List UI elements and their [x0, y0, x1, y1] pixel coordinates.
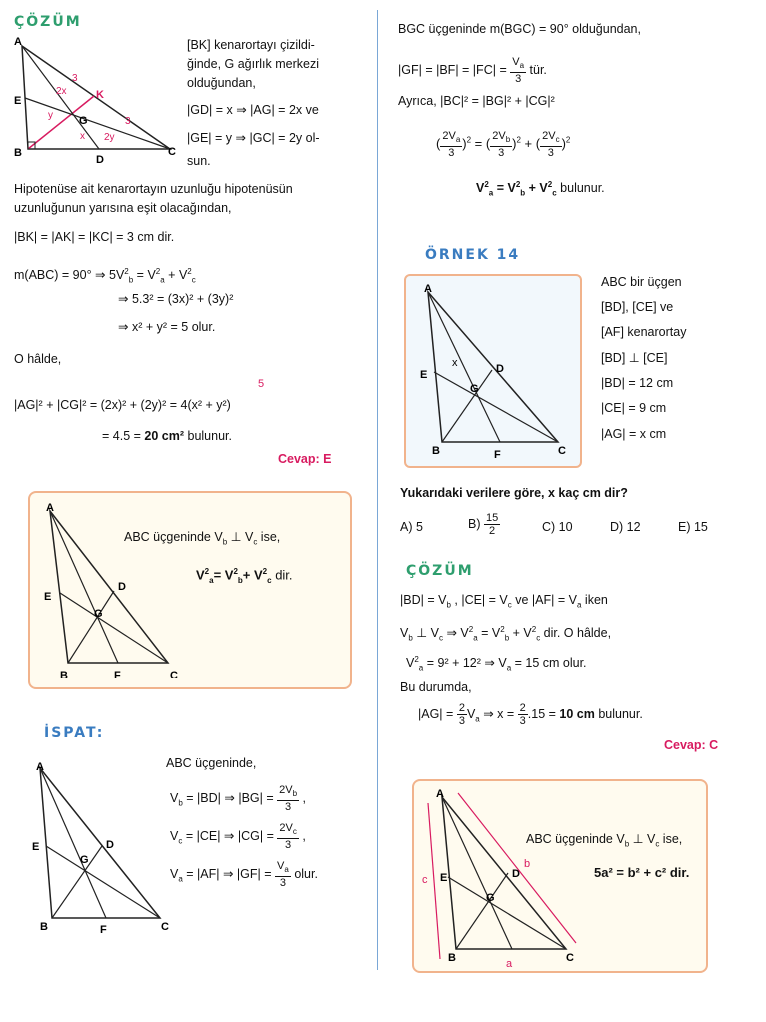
ornek-line-7: |AG| = x cm — [601, 427, 667, 441]
bulunur-line: $V^2_a = V^2_b + V^2_c$ bulunur. — [476, 180, 605, 198]
ag-equation: |AG|² + |CG|² = (2x)² + (2y)² = 4(x² + y²) — [14, 398, 231, 412]
svg-text:K: K — [96, 89, 104, 101]
bk-line-3: olduğundan, — [187, 76, 256, 90]
option-c[interactable]: C) 10 — [542, 520, 573, 534]
equation-x2y2: ⇒ x² + y² = 5 olur. — [118, 320, 216, 334]
ornek-line-3: [AF] kenarortay — [601, 325, 687, 339]
gf-line: |GF| = |BF| = |FC| = $\frac{V_a}{3}$ tür. — [398, 56, 547, 86]
ornek-heading: ÖRNEK 14 — [425, 247, 521, 263]
bk-line-1: [BK] kenarortayı çizildi- — [187, 38, 315, 52]
svg-text:E: E — [440, 872, 448, 884]
svg-text:2x: 2x — [56, 86, 67, 97]
example-triangle — [412, 282, 577, 462]
ge-line: |GE| = y ⇒ |GC| = 2y ol- — [187, 131, 320, 145]
ispat-heading: İSPAT: — [44, 725, 105, 741]
svg-text:C: C — [161, 921, 169, 933]
ispat-triangle — [30, 758, 180, 953]
box1-formula: $V^2_a= V^2_b+ V^2_c$ dir. — [196, 567, 293, 585]
svg-text:G: G — [470, 383, 479, 395]
svg-text:y: y — [48, 110, 53, 121]
right-triangle-figure — [10, 36, 180, 166]
ispat-intro: ABC üçgeninde, — [166, 756, 257, 770]
svg-text:G: G — [80, 854, 89, 866]
svg-text:G: G — [486, 892, 495, 904]
option-e[interactable]: E) 15 — [678, 520, 708, 534]
svg-text:F: F — [494, 449, 501, 461]
svg-text:D: D — [118, 581, 126, 593]
bu-durumda: Bu durumda, — [400, 680, 472, 694]
svg-text:x: x — [452, 357, 458, 369]
svg-text:b: b — [524, 858, 531, 870]
solution-line-2: $V_b$ ⊥ $V_c$ ⇒ $V^2_a = V^2_b + V^2_c$ dir. O hâlde, — [400, 625, 612, 643]
svg-text:3: 3 — [72, 73, 78, 84]
sun-text: sun. — [187, 154, 211, 168]
svg-text:x: x — [80, 131, 85, 142]
ayrica-line: Ayrıca, |BC|² = |BG|² + |CG|² — [398, 94, 555, 108]
cevap-e: Cevap: E — [278, 452, 332, 466]
box2-formula: 5a² = b² + c² dir. — [594, 865, 690, 880]
theorem-box-1 — [28, 491, 352, 689]
ohalde-text: O hâlde, — [14, 352, 62, 366]
svg-text:E: E — [32, 841, 40, 853]
svg-text:A: A — [424, 283, 432, 295]
svg-text:E: E — [420, 369, 428, 381]
svg-text:C: C — [170, 670, 178, 678]
ornek-line-2: [BD], [CE] ve — [601, 300, 674, 314]
svg-text:A: A — [36, 761, 44, 773]
svg-text:A: A — [14, 36, 22, 48]
svg-text:D: D — [96, 154, 104, 166]
bk-equation: |BK| = |AK| = |KC| = 3 cm dir. — [14, 230, 175, 244]
svg-text:A: A — [46, 503, 54, 514]
result-line: = 4.5 = 20 cm² bulunur. — [102, 429, 232, 443]
bgc-line: BGC üçgeninde m(BGC) = 90° olduğundan, — [398, 22, 641, 36]
svg-text:C: C — [168, 146, 176, 158]
hipotenus-line-1: Hipotenüse ait kenarortayın uzunluğu hipotenüsün — [14, 182, 293, 196]
svg-text:G: G — [94, 608, 103, 620]
solution-line-1: $|BD| = V_b$ , $|CE| = V_c$ ve $|AF| = V_a$ iken — [400, 593, 608, 610]
svg-text:c: c — [422, 874, 428, 886]
overbrace-five: 5 — [258, 378, 265, 390]
svg-text:D: D — [106, 839, 114, 851]
svg-text:F: F — [114, 670, 121, 678]
svg-text:G: G — [79, 115, 88, 127]
svg-text:C: C — [558, 445, 566, 457]
svg-text:E: E — [14, 95, 22, 107]
ornek-line-4: [BD] ⊥ [CE] — [601, 351, 668, 365]
option-b[interactable]: B) $\frac{15}{2}$ — [468, 512, 499, 537]
svg-text:C: C — [566, 952, 574, 964]
svg-text:B: B — [40, 921, 48, 933]
gd-line: |GD| = x ⇒ |AG| = 2x ve — [187, 103, 319, 117]
svg-text:B: B — [14, 147, 22, 159]
cozum-heading-2: ÇÖZÜM — [406, 563, 474, 579]
ornek-line-6: |CE| = 9 cm — [601, 401, 667, 415]
svg-text:B: B — [448, 952, 456, 964]
ornek-line-5: |BD| = 12 cm — [601, 376, 674, 390]
hipotenus-line-2: uzunluğunun yarısına eşit olacağından, — [14, 201, 232, 215]
svg-text:B: B — [60, 670, 68, 678]
svg-text:D: D — [512, 868, 520, 880]
solution-line-4: |AG| = $\frac{2}{3}$ $V_a$ ⇒ x = $\frac{2}{3}$ .15 = 10 cm bulunur. — [418, 702, 643, 727]
svg-text:A: A — [436, 789, 444, 800]
svg-text:D: D — [496, 363, 504, 375]
svg-text:F: F — [100, 924, 107, 936]
svg-text:a: a — [506, 958, 513, 969]
option-d[interactable]: D) 12 — [610, 520, 641, 534]
solution-line-3: $V^2_a = 9^2 + 12^2$ ⇒ $V_a = 15$ cm olur. — [406, 655, 587, 673]
theorem-box-2 — [412, 779, 708, 973]
squared-equation: ( $\frac{2V_a}{3}$ )$^2$ = ( $\frac{2V_b}{3}$ )$^2$ + ( $\frac{2V_c}{3}$ )$^2$ — [436, 130, 571, 160]
example-figure-box — [404, 274, 582, 468]
ispat-line-2: $V_c = |CE|$ ⇒ |CG| = $\frac{2V_c}{3}$ , — [170, 822, 306, 852]
ispat-line-3: $V_a = |AF|$ ⇒ |GF| = $\frac{V_a}{3}$ olur. — [170, 860, 318, 890]
svg-text:3: 3 — [125, 116, 131, 127]
ornek-line-1: ABC bir üçgen — [601, 275, 682, 289]
ispat-line-1: $V_b = |BD|$ ⇒ |BG| = $\frac{2V_b}{3}$ , — [170, 784, 307, 814]
bk-line-2: ğinde, G ağırlık merkezi — [187, 57, 319, 71]
svg-text:2y: 2y — [104, 132, 115, 143]
column-divider — [377, 10, 378, 970]
box1-condition: ABC üçgeninde $V_b$ ⊥ $V_c$ ise, — [124, 530, 281, 547]
cozum-heading: ÇÖZÜM — [14, 14, 82, 30]
svg-text:E: E — [44, 591, 52, 603]
box2-condition: ABC üçgeninde $V_b$ ⊥ $V_c$ ise, — [526, 832, 683, 849]
question-text: Yukarıdaki verilere göre, x kaç cm dir? — [400, 486, 628, 500]
angle-equation: m(ABC) = 90° ⇒ $5V^2_b = V^2_a + V^2_c$ — [14, 267, 196, 285]
svg-text:B: B — [432, 445, 440, 457]
option-a[interactable]: A) 5 — [400, 520, 423, 534]
theorem-triangle-2 — [420, 789, 580, 969]
cevap-c: Cevap: C — [664, 738, 719, 752]
equation-53: ⇒ 5.3² = (3x)² + (3y)² — [118, 292, 234, 306]
